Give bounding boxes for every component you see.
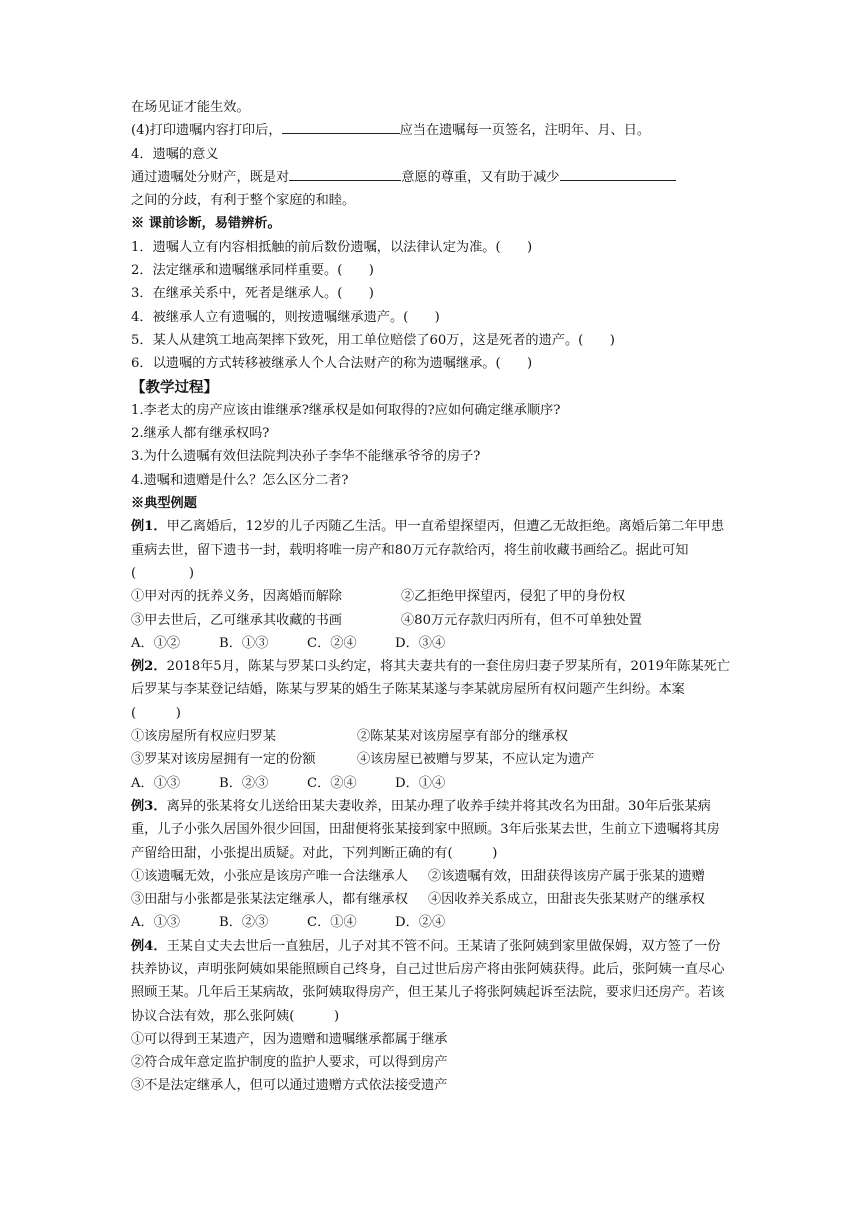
significance-line	[131, 166, 731, 189]
option-a[interactable]: A．①③	[131, 915, 181, 931]
example-1-stem	[131, 515, 731, 585]
examples-title: ※典型例题	[131, 496, 197, 512]
statement: ①该遗嘱无效，小张应是该房产唯一合法继承人	[131, 868, 408, 884]
option-c[interactable]: C．①④	[307, 915, 357, 931]
statement: ①可以得到王某遗产，因为遗赠和遗嘱继承都属于继承	[131, 1031, 448, 1047]
diagnosis-item: 4．被继承人立有遗嘱的，则按遗嘱继承遗产。( )	[131, 309, 440, 325]
example-label: 例3．	[131, 798, 167, 814]
statement: ④因收养关系成立，田甜丧失张某财产的继承权	[427, 892, 705, 908]
statement-row	[131, 609, 731, 632]
process-question: 3.为什么遗嘱有效但法院判决孙子李华不能继承爷爷的房子?	[131, 449, 481, 465]
statement-row	[131, 888, 731, 911]
statement: ③不是法定继承人，但可以通过遗赠方式依法接受遗产	[131, 1078, 448, 1094]
example-3-stem	[131, 795, 731, 865]
option-b[interactable]: B．②③	[219, 775, 269, 791]
significance-line-end: 之间的分歧，有利于整个家庭的和睦。	[131, 193, 356, 209]
significance-text: 通过遗嘱处分财产，既是对	[131, 169, 290, 185]
example-text: 离异的张某将女儿送给田某夫妻收养，田某办理了收养手续并将其改名为田甜。30年后张某病重，儿子小张久居国外很少回国，田甜便将张某接到家中照顾。3年后张某去世，生前立下遗嘱将其房产留给田甜，小张提出质疑。对此，下列判断正确的有( )	[131, 798, 720, 861]
example-2-stem	[131, 655, 731, 725]
diagnosis-item: 5．某人从建筑工地高架摔下致死，用工单位赔偿了60万，这是死者的遗产。( )	[131, 332, 615, 348]
example-text: 王某自丈夫去世后一直独居，儿子对其不管不问。王某请了张阿姨到家里做保姆，双方签了一份扶养协议，声明张阿姨如果能照顾自己终身，自己过世后房产将由张阿姨获得。此后，张阿姨一直尽心照顾王某。几年后王某病故，张阿姨取得房产，但王某儿子将张阿姨起诉至法院，要求归还房产。若该协议合法有效，那么张阿姨( )	[131, 938, 725, 1024]
example-label: 例2．	[131, 659, 167, 675]
answer-options	[131, 772, 731, 795]
significance-text-mid: 意愿的尊重，又有助于减少	[401, 169, 560, 185]
process-question: 4.遗嘱和遗赠是什么？怎么区分二者?	[131, 472, 349, 488]
option-d[interactable]: D．①④	[395, 775, 446, 791]
print-will-text-end: 应当在遗嘱每一页签名，注明年、月、日。	[399, 123, 651, 139]
fill-blank[interactable]	[560, 166, 676, 181]
statement-row	[131, 865, 731, 888]
option-c[interactable]: C．②④	[307, 775, 357, 791]
statement: ①甲对丙的抚养义务，因离婚而解除	[131, 589, 342, 605]
statement: ②陈某某对该房屋享有部分的继承权	[357, 729, 568, 745]
section-title: 4．遗嘱的意义	[131, 146, 219, 162]
option-c[interactable]: C．②④	[307, 635, 357, 651]
answer-options	[131, 911, 731, 934]
teaching-process-title: 【教学过程】	[131, 378, 218, 396]
fill-blank[interactable]	[289, 166, 401, 181]
example-label: 例4．	[131, 938, 167, 954]
print-will-text: (4)打印遗嘱内容打印后，	[131, 123, 282, 139]
answer-options	[131, 632, 731, 655]
diagnosis-item: 1．遗嘱人立有内容相抵触的前后数份遗嘱，以法律认定为准。( )	[131, 239, 533, 255]
option-a[interactable]: A．①②	[131, 635, 181, 651]
statement: ④该房屋已被赠与罗某，不应认定为遗产	[357, 752, 595, 768]
process-question: 2.继承人都有继承权吗?	[131, 426, 270, 442]
option-d[interactable]: D．③④	[395, 635, 446, 651]
statement: ③甲去世后，乙可继承其收藏的书画	[131, 612, 342, 628]
statement: ②符合成年意定监护制度的监护人要求，可以得到房产	[131, 1055, 448, 1071]
statement-row	[131, 725, 731, 748]
print-will-item	[131, 119, 731, 142]
example-4-stem	[131, 935, 731, 1028]
statement: ②乙拒绝甲探望丙，侵犯了甲的身份权	[401, 589, 626, 605]
option-b[interactable]: B．②③	[219, 915, 269, 931]
intro-line: 在场见证才能生效。	[131, 100, 250, 115]
statement: ②该遗嘱有效，田甜获得该房产属于张某的遗赠	[427, 868, 705, 884]
fill-blank[interactable]	[282, 119, 400, 134]
example-label: 例1．	[131, 519, 167, 535]
statement: ④80万元存款归丙所有，但不可单独处置	[401, 612, 642, 628]
statement-row	[131, 748, 731, 771]
diagnosis-item: 6．以遗嘱的方式转移被继承人个人合法财产的称为遗嘱继承。( )	[131, 356, 533, 372]
diagnosis-title: ※ 课前诊断，易错辨析。	[131, 216, 281, 232]
example-text: 2018年5月，陈某与罗某口头约定，将其夫妻共有的一套住房归妻子罗某所有，2019年陈某死亡后罗某与李某登记结婚，陈某与罗某的婚生子陈某某遂与李某就房屋所有权问题产生纠纷。本案( )	[131, 659, 731, 721]
diagnosis-item: 3．在继承关系中，死者是继承人。( )	[131, 286, 374, 302]
diagnosis-item: 2．法定继承和遗嘱继承同样重要。( )	[131, 263, 374, 279]
statement: ③田甜与小张都是张某法定继承人，都有继承权	[131, 892, 408, 908]
statement: ①该房屋所有权应归罗某	[131, 729, 277, 745]
statement: ③罗某对该房屋拥有一定的份额	[131, 752, 316, 768]
option-d[interactable]: D．②④	[395, 915, 446, 931]
option-b[interactable]: B．①③	[219, 635, 269, 651]
document-page	[131, 96, 731, 1098]
option-a[interactable]: A．①③	[131, 775, 181, 791]
example-text: 甲乙离婚后，12岁的儿子丙随乙生活。甲一直希望探望丙，但遭乙无故拒绝。离婚后第二年甲患重病去世，留下遗书一封，载明将唯一房产和80万元存款给丙，将生前收藏书画给乙。据此可知( )	[131, 519, 725, 581]
statement-row	[131, 585, 731, 608]
process-question: 1.李老太的房产应该由谁继承?继承权是如何取得的?应如何确定继承顺序?	[131, 402, 561, 418]
